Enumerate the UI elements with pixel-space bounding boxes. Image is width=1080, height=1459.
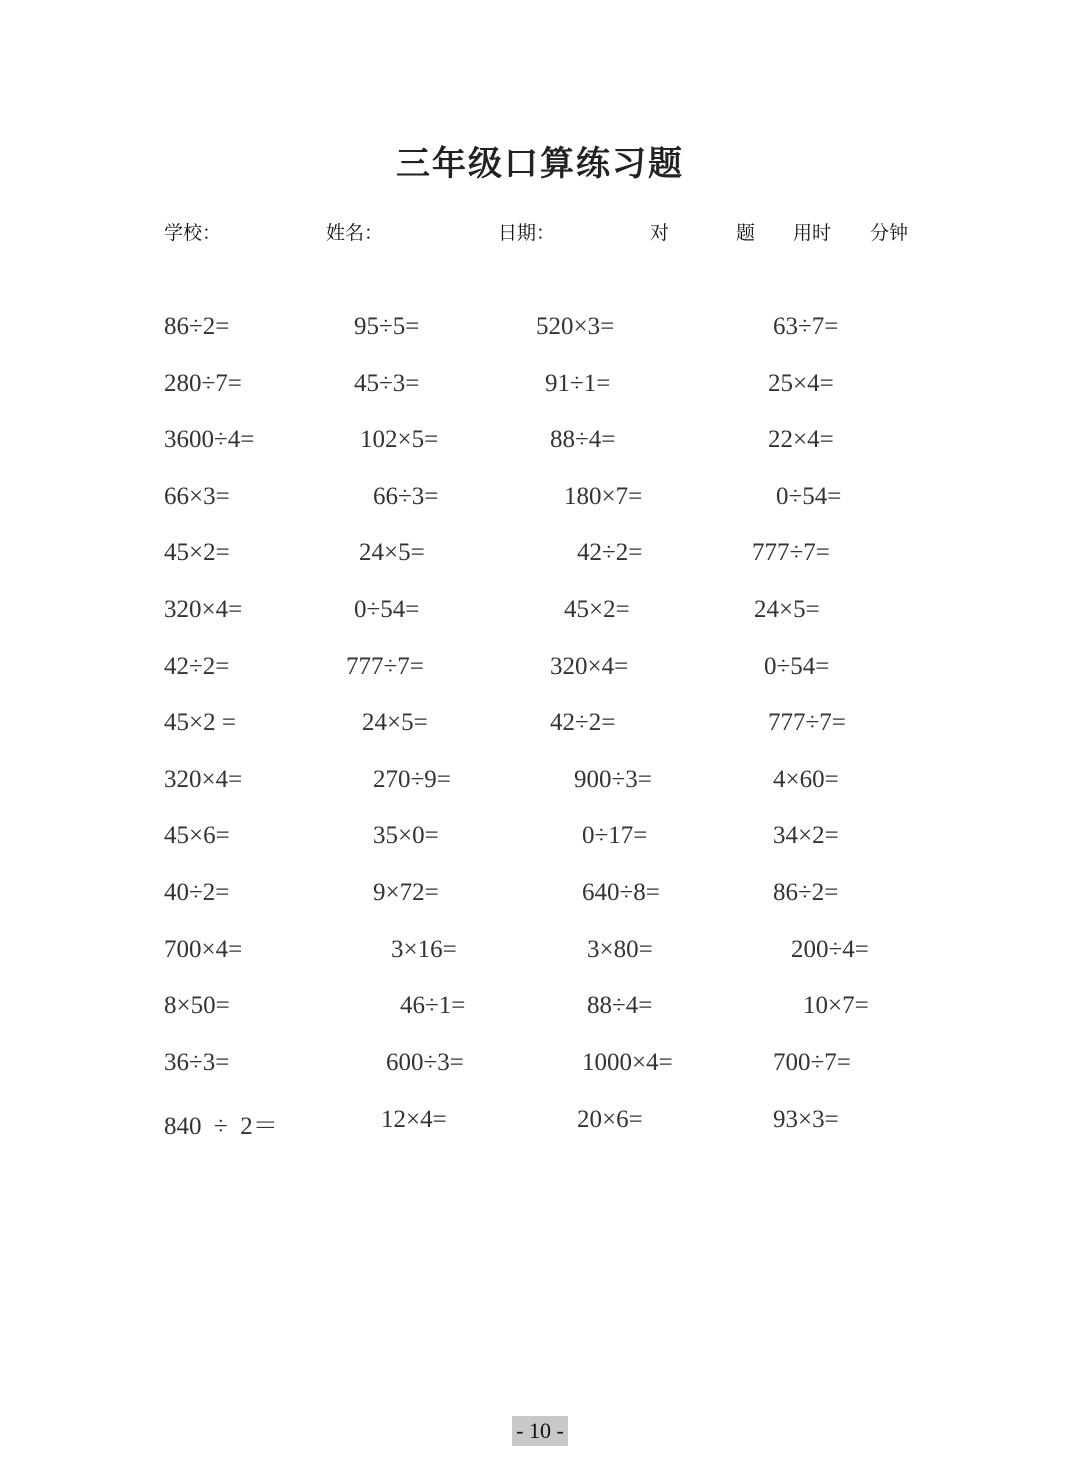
problem: 66×3= [164, 483, 230, 510]
problem: 0÷54= [764, 653, 830, 680]
problem: 3600÷4= [164, 426, 255, 453]
problem: 45×2= [564, 596, 630, 623]
problem: 66÷3= [373, 483, 439, 510]
problem: 88÷4= [587, 992, 653, 1019]
date-label: 日期： [498, 222, 556, 244]
problem: 20×6= [577, 1106, 643, 1133]
problem: 22×4= [768, 426, 834, 453]
problem: 180×7= [564, 483, 643, 510]
problem: 0÷54= [354, 596, 420, 623]
problem: 10×7= [803, 992, 869, 1019]
problem: 777÷7= [768, 709, 846, 736]
problem: 42÷2= [164, 653, 230, 680]
problem: 42÷2= [577, 539, 643, 566]
problem: 45×2= [164, 539, 230, 566]
problem: 520×3= [536, 313, 615, 340]
problem: 102×5= [360, 426, 439, 453]
problem: 900÷3= [574, 766, 652, 793]
problem: 3×16= [391, 936, 457, 963]
problem: 700×4= [164, 936, 243, 963]
problem: 1000×4= [582, 1049, 673, 1076]
problem: 24×5= [362, 709, 428, 736]
problem: 35×0= [373, 822, 439, 849]
problem: 12×4= [381, 1106, 447, 1133]
problem: 840 ÷ 2＝ [164, 1113, 278, 1140]
problem: 320×4= [550, 653, 629, 680]
school-label: 学校： [164, 222, 222, 244]
problem: 0÷54= [776, 483, 842, 510]
problem: 3×80= [587, 936, 653, 963]
problem: 95÷5= [354, 313, 420, 340]
problem: 4×60= [773, 766, 839, 793]
problem: 42÷2= [550, 709, 616, 736]
problem: 93×3= [773, 1106, 839, 1133]
problem: 777÷7= [346, 653, 424, 680]
problem: 600÷3= [386, 1049, 464, 1076]
problem: 0÷17= [582, 822, 648, 849]
page-title: 三年级口算练习题 [396, 144, 684, 184]
problem: 320×4= [164, 766, 243, 793]
problem: 280÷7= [164, 370, 242, 397]
problem: 200÷4= [791, 936, 869, 963]
questions-label: 题 [736, 222, 756, 244]
correct-label: 对 [650, 222, 670, 244]
problem: 45×2 = [164, 709, 236, 736]
problem: 86÷2= [164, 313, 230, 340]
page-number: - 10 - [512, 1416, 568, 1446]
problem: 46÷1= [400, 992, 466, 1019]
time-used-label: 用时 [793, 222, 832, 244]
problem: 8×50= [164, 992, 230, 1019]
problem: 91÷1= [545, 370, 611, 397]
problem: 24×5= [359, 539, 425, 566]
problem: 86÷2= [773, 879, 839, 906]
problem: 777÷7= [752, 539, 830, 566]
problem: 700÷7= [773, 1049, 851, 1076]
name-label: 姓名： [326, 222, 384, 244]
problem: 34×2= [773, 822, 839, 849]
problem: 45÷3= [354, 370, 420, 397]
minutes-label: 分钟 [870, 222, 909, 244]
problem: 36÷3= [164, 1049, 230, 1076]
problem: 270÷9= [373, 766, 451, 793]
problem: 320×4= [164, 596, 243, 623]
problem: 45×6= [164, 822, 230, 849]
problem: 63÷7= [773, 313, 839, 340]
problem: 24×5= [754, 596, 820, 623]
problem: 640÷8= [582, 879, 660, 906]
problem: 9×72= [373, 879, 439, 906]
problem: 25×4= [768, 370, 834, 397]
problem: 40÷2= [164, 879, 230, 906]
problem: 88÷4= [550, 426, 616, 453]
